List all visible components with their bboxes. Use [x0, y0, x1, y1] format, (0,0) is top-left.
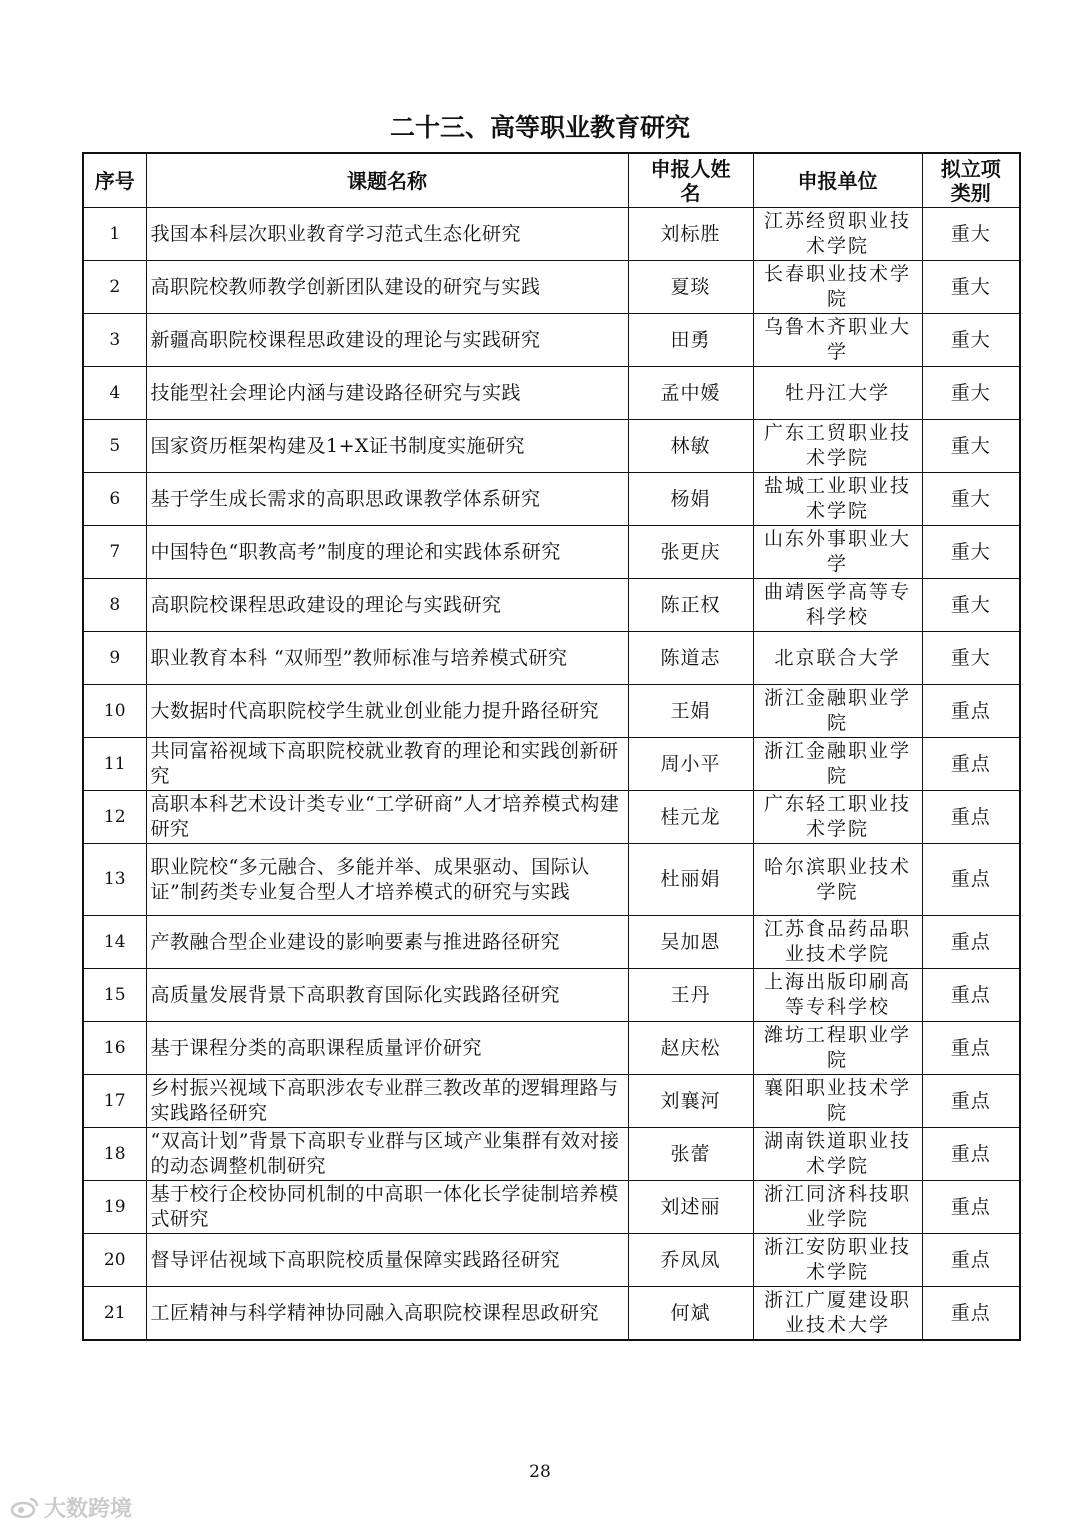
- row-category: 重点: [922, 685, 1020, 738]
- row-unit: 上海出版印刷高等专科学校: [753, 969, 922, 1022]
- row-index: 20: [83, 1234, 146, 1287]
- row-category: 重大: [922, 420, 1020, 473]
- row-topic: 高质量发展背景下高职教育国际化实践路径研究: [146, 969, 628, 1022]
- row-unit: 浙江同济科技职业学院: [753, 1181, 922, 1234]
- row-applicant: 刘标胜: [628, 208, 753, 261]
- row-index: 19: [83, 1181, 146, 1234]
- row-unit: 江苏食品药品职业技术学院: [753, 916, 922, 969]
- row-index: 1: [83, 208, 146, 261]
- row-category: 重点: [922, 738, 1020, 791]
- row-unit: 长春职业技术学院: [753, 261, 922, 314]
- row-topic: 新疆高职院校课程思政建设的理论与实践研究: [146, 314, 628, 367]
- row-applicant: 杜丽娟: [628, 844, 753, 916]
- table-row: [83, 969, 1020, 1022]
- table-row: [83, 1287, 1020, 1341]
- row-unit: 襄阳职业技术学院: [753, 1075, 922, 1128]
- row-applicant: 乔凤凤: [628, 1234, 753, 1287]
- row-topic: 基于学生成长需求的高职思政课教学体系研究: [146, 473, 628, 526]
- row-category: 重点: [922, 1234, 1020, 1287]
- row-applicant: 张蕾: [628, 1128, 753, 1181]
- row-topic: 我国本科层次职业教育学习范式生态化研究: [146, 208, 628, 261]
- row-index: 12: [83, 791, 146, 844]
- row-index: 15: [83, 969, 146, 1022]
- row-index: 10: [83, 685, 146, 738]
- row-topic: 职业教育本科 “双师型”教师标准与培养模式研究: [146, 632, 628, 685]
- table-header-row: [83, 153, 1020, 208]
- row-category: 重点: [922, 916, 1020, 969]
- row-index: 11: [83, 738, 146, 791]
- row-unit: 江苏经贸职业技术学院: [753, 208, 922, 261]
- row-index: 7: [83, 526, 146, 579]
- row-unit: 浙江广厦建设职业技术大学: [753, 1287, 922, 1341]
- table-row: [83, 1075, 1020, 1128]
- row-topic: 中国特色“职教高考”制度的理论和实践体系研究: [146, 526, 628, 579]
- row-unit: 盐城工业职业技术学院: [753, 473, 922, 526]
- row-applicant: 孟中媛: [628, 367, 753, 420]
- row-index: 16: [83, 1022, 146, 1075]
- row-category: 重点: [922, 1022, 1020, 1075]
- row-applicant: 田勇: [628, 314, 753, 367]
- row-unit: 潍坊工程职业学院: [753, 1022, 922, 1075]
- row-category: 重点: [922, 844, 1020, 916]
- row-category: 重点: [922, 1128, 1020, 1181]
- row-index: 2: [83, 261, 146, 314]
- watermark: [10, 1492, 132, 1522]
- row-index: 13: [83, 844, 146, 916]
- row-category: 重点: [922, 1181, 1020, 1234]
- row-topic: 督导评估视域下高职院校质量保障实践路径研究: [146, 1234, 628, 1287]
- header-applicant: 申报人姓名: [628, 153, 753, 208]
- row-unit: 浙江安防职业技术学院: [753, 1234, 922, 1287]
- row-topic: 大数据时代高职院校学生就业创业能力提升路径研究: [146, 685, 628, 738]
- row-applicant: 王娟: [628, 685, 753, 738]
- row-index: 18: [83, 1128, 146, 1181]
- row-topic: 基于校行企校协同机制的中高职一体化长学徒制培养模式研究: [146, 1181, 628, 1234]
- row-category: 重大: [922, 579, 1020, 632]
- row-category: 重大: [922, 367, 1020, 420]
- table-row: [83, 261, 1020, 314]
- row-index: 17: [83, 1075, 146, 1128]
- row-topic: 工匠精神与科学精神协同融入高职院校课程思政研究: [146, 1287, 628, 1341]
- header-category: 拟立项类别: [922, 153, 1020, 208]
- row-unit: 山东外事职业大学: [753, 526, 922, 579]
- row-unit: 湖南铁道职业技术学院: [753, 1128, 922, 1181]
- row-category: 重点: [922, 1287, 1020, 1341]
- row-category: 重大: [922, 314, 1020, 367]
- row-unit: 乌鲁木齐职业大学: [753, 314, 922, 367]
- table-row: [83, 314, 1020, 367]
- table-row: [83, 685, 1020, 738]
- row-index: 21: [83, 1287, 146, 1341]
- row-index: 8: [83, 579, 146, 632]
- row-unit: 北京联合大学: [753, 632, 922, 685]
- row-applicant: 吴加恩: [628, 916, 753, 969]
- row-category: 重点: [922, 791, 1020, 844]
- row-topic: 国家资历框架构建及1+X证书制度实施研究: [146, 420, 628, 473]
- row-unit: 广东轻工职业技术学院: [753, 791, 922, 844]
- row-topic: “双高计划”背景下高职专业群与区域产业集群有效对接的动态调整机制研究: [146, 1128, 628, 1181]
- table-row: [83, 632, 1020, 685]
- row-applicant: 赵庆松: [628, 1022, 753, 1075]
- row-topic: 乡村振兴视域下高职涉农专业群三教改革的逻辑理路与实践路径研究: [146, 1075, 628, 1128]
- row-unit: 牡丹江大学: [753, 367, 922, 420]
- row-category: 重大: [922, 208, 1020, 261]
- row-index: 9: [83, 632, 146, 685]
- row-index: 5: [83, 420, 146, 473]
- page-number: 28: [529, 1462, 551, 1482]
- row-topic: 高职本科艺术设计类专业“工学研商”人才培养模式构建研究: [146, 791, 628, 844]
- row-unit: 浙江金融职业学院: [753, 685, 922, 738]
- table-row: [83, 579, 1020, 632]
- table-row: [83, 473, 1020, 526]
- table-row: [83, 208, 1020, 261]
- watermark-text: 大数跨境: [44, 1496, 133, 1522]
- row-category: 重点: [922, 1075, 1020, 1128]
- row-applicant: 刘述丽: [628, 1181, 753, 1234]
- row-unit: 曲靖医学高等专科学校: [753, 579, 922, 632]
- page-title: 二十三、高等职业教育研究: [389, 113, 690, 142]
- row-topic: 职业院校“多元融合、多能并举、成果驱动、国际认证”制药类专业复合型人才培养模式的研究与实践: [146, 844, 628, 916]
- table-row: [83, 526, 1020, 579]
- table-row: [83, 1128, 1020, 1181]
- table-row: [83, 791, 1020, 844]
- row-applicant: 桂元龙: [628, 791, 753, 844]
- table-body: [83, 208, 1020, 1341]
- row-applicant: 夏琰: [628, 261, 753, 314]
- row-applicant: 陈正权: [628, 579, 753, 632]
- table-row: [83, 367, 1020, 420]
- row-index: 14: [83, 916, 146, 969]
- table-row: [83, 420, 1020, 473]
- row-index: 6: [83, 473, 146, 526]
- row-topic: 共同富裕视域下高职院校就业教育的理论和实践创新研究: [146, 738, 628, 791]
- header-unit: 申报单位: [753, 153, 922, 208]
- row-unit: 浙江金融职业学院: [753, 738, 922, 791]
- weibo-logo-icon: [10, 1495, 40, 1519]
- row-topic: 高职院校课程思政建设的理论与实践研究: [146, 579, 628, 632]
- header-index: 序号: [83, 153, 146, 208]
- table-row: [83, 1234, 1020, 1287]
- row-applicant: 张更庆: [628, 526, 753, 579]
- table-row: [83, 738, 1020, 791]
- row-unit: 哈尔滨职业技术学院: [753, 844, 922, 916]
- row-category: 重大: [922, 632, 1020, 685]
- row-applicant: 王丹: [628, 969, 753, 1022]
- table-row: [83, 1022, 1020, 1075]
- row-index: 4: [83, 367, 146, 420]
- header-topic: 课题名称: [146, 153, 628, 208]
- row-applicant: 周小平: [628, 738, 753, 791]
- project-table: [82, 152, 1021, 1341]
- row-topic: 技能型社会理论内涵与建设路径研究与实践: [146, 367, 628, 420]
- table-row: [83, 844, 1020, 916]
- row-unit: 广东工贸职业技术学院: [753, 420, 922, 473]
- row-category: 重大: [922, 526, 1020, 579]
- row-applicant: 陈道志: [628, 632, 753, 685]
- table-row: [83, 916, 1020, 969]
- row-category: 重大: [922, 473, 1020, 526]
- row-applicant: 林敏: [628, 420, 753, 473]
- table-row: [83, 1181, 1020, 1234]
- row-applicant: 杨娟: [628, 473, 753, 526]
- row-topic: 产教融合型企业建设的影响要素与推进路径研究: [146, 916, 628, 969]
- row-index: 3: [83, 314, 146, 367]
- row-category: 重大: [922, 261, 1020, 314]
- row-topic: 基于课程分类的高职课程质量评价研究: [146, 1022, 628, 1075]
- row-applicant: 何斌: [628, 1287, 753, 1341]
- row-topic: 高职院校教师教学创新团队建设的研究与实践: [146, 261, 628, 314]
- row-category: 重点: [922, 969, 1020, 1022]
- row-applicant: 刘襄河: [628, 1075, 753, 1128]
